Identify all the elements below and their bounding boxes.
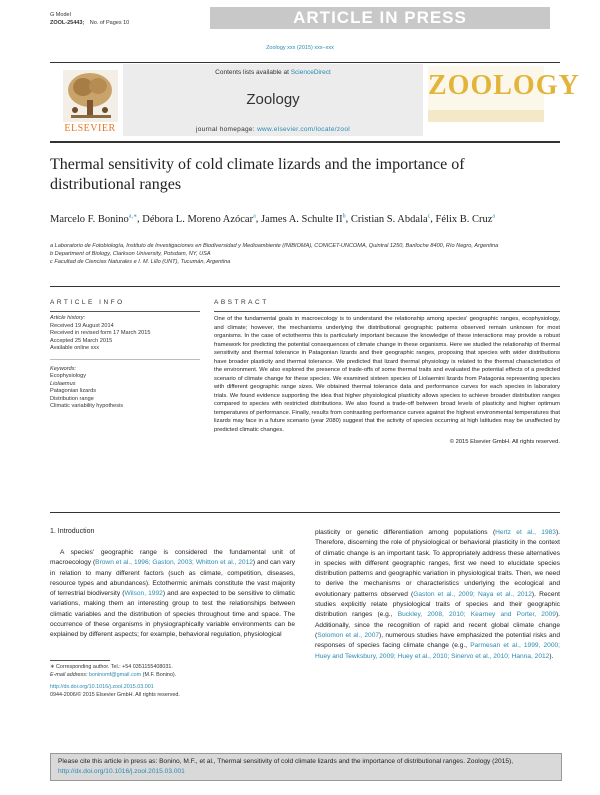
model-label: G Model — [50, 12, 71, 18]
abstract-heading: ABSTRACT — [214, 299, 269, 306]
article-title: Thermal sensitivity of cold climate lizards and the importance of distributional ranges — [50, 156, 465, 193]
citation-link[interactable]: Solomon et al., 2007 — [317, 631, 380, 639]
copyright-line: © 2015 Elsevier GmbH. All rights reserved. — [449, 439, 560, 445]
abstract-text: One of the fundamental goals in macroecology is to understand the relationship among species' geographic ranges, ecophysiology, and climate; however, the mechanisms underlying the distributional geographic patterns observed remain unknown for most organisms. In the case of ectotherms this is particularly important because the knowledge of these interactions may provide a robust framework for predicting the potential consequences of climate change in these organisms. Here we studied the relationship of thermal sensitivity and thermal tolerance in Patagonian lizards and their geographic ranges, proposing that species with wider distributions have broader plasticity and thermal tolerance. We predicted that lizard thermal physiology is related to the thermal characteristics of the environment. We also explored the presence of trade-offs of some thermal traits and evaluated the potential effects of a predicted scenario of climate change for these species. We examined sixteen species of Liolaemini lizards from Patagonia representing species with different geographic range sizes. We obtained thermal tolerance data and performance curves for each species in laboratory trials. We found evidence supporting the idea that higher physiological plasticity allows species to achieve broader distribution ranges compared to species with restricted distributions. We also found a trade-off between broad levels of plasticity and higher optimum temperatures of performance. Finally, results from contrasting performance curves against the highest environmental temperatures that lizards may face in a future scenario (year 2080) suggest that the activity of species occurring at high latitudes may be unaffected by predicted climatic changes. — [214, 316, 560, 433]
author-list: Marcelo F. Bonino$^{a,∗}$, Débora L. Moreno Azócar$^a$, James A. Schulte $II^b$, Cristian S. Abdala$^c$, Félix B. Cruz$^a$ — [50, 213, 496, 225]
article-info-heading: ARTICLE INFO — [50, 299, 125, 306]
email-label: E-mail address: — [50, 671, 88, 678]
email-link[interactable]: boninomf@gmail.com — [88, 671, 142, 678]
keyword: Climatic variability hypothesis — [50, 403, 124, 409]
intro-text: ) and are expected to be sensitive to climatic variations, making them an interesting group to test the relationships between climatic variables and the distribution of species throughout time and space. The occurrence of these organisms in physiographically variable environments can be explained by different aspects; for example, behavioral regulation, physiological — [50, 590, 295, 639]
author: Félix B. Cruz$^a$ — [435, 213, 496, 225]
author: Débora L. Moreno Azócar$^a$ — [142, 213, 256, 225]
abstract-bottom-rule — [50, 512, 560, 513]
intro-left-column — [50, 548, 295, 641]
citation-link[interactable]: Hertz et al., 1983 — [495, 529, 556, 536]
intro-text: ) and can vary in relation to many different factors (such as climate, competition, diseases, resource types and abundances). Ectothermic animals constitute the vast majority of terrestrial biodiversity ( — [50, 559, 295, 598]
keywords-label: Keywords: — [50, 359, 200, 374]
author: Marcelo F. Bonino$^{a,∗}$ — [50, 213, 138, 225]
homepage-link[interactable]: www.elsevier.com/locate/zool — [257, 126, 350, 133]
intro-text: A species' geographic range is considered the fundamental unit of macroecology ( — [50, 549, 295, 567]
citation-doi-link[interactable]: http://dx.doi.org/10.1016/j.zool.2015.03.001 — [58, 767, 185, 775]
intro-text: ). — [549, 652, 554, 660]
keyword: Patagonian lizards — [50, 388, 97, 394]
affil-rule — [50, 286, 560, 287]
doi-link[interactable]: http://dx.doi.org/10.1016/j.zool.2015.03.001 — [50, 684, 154, 690]
affiliation: c Facultad de Ciencias Naturales e I. M. Lillo (UNT), Tucumán, Argentina — [50, 259, 231, 265]
journal-homepage-line — [123, 126, 423, 133]
history-revised: Received in revised form 17 March 2015 — [50, 330, 151, 336]
issn-line: 0944-2006/© 2015 Elsevier GmbH. All rights reserved. — [50, 691, 180, 698]
homepage-prefix: journal homepage: — [196, 126, 255, 133]
history-received: Received 19 August 2014 — [50, 322, 114, 329]
elsevier-wordmark: ELSEVIER — [64, 123, 116, 134]
sciencedirect-link[interactable]: ScienceDirect — [290, 69, 331, 76]
introduction-heading: 1. Introduction — [50, 528, 95, 535]
history-online: Available online xxx — [50, 345, 100, 351]
footnote-rule — [50, 660, 110, 661]
article-code-id: ZOOL-25443; — [50, 20, 85, 26]
citation-link[interactable]: Parmesan et al., 1999, 2000; Huey and Tewksbury, 2009; Huey et al., 2010; Sinervo et al., 2010; Hanna, 2012 — [315, 642, 560, 660]
citation-link[interactable]: Buckley, 2008, 2010; Kearney and Porter, 2009 — [397, 611, 556, 619]
footnotes — [50, 660, 295, 699]
journal-name: Zoology — [246, 91, 300, 108]
contents-prefix: Contents lists available at — [215, 69, 289, 76]
keyword: Ecophysiology — [50, 373, 87, 379]
citation-text — [58, 757, 553, 776]
page-count: No. of Pages 10 — [89, 20, 130, 26]
history-accepted: Accepted 25 March 2015 — [50, 337, 113, 344]
article-in-press-banner: ARTICLE IN PRESS — [210, 7, 550, 29]
keyword: Liolaemus — [50, 380, 76, 387]
email-line — [50, 672, 295, 680]
intro-text: ). Additionally, since the recognition of rapid and recent global climate change ( — [315, 611, 561, 639]
affiliation: b Department of Biology, Clarkson University, Potsdam, NY, USA — [50, 251, 211, 257]
intro-text: plasticity or genetic differentiation among populations ( — [315, 529, 496, 536]
article-code — [50, 20, 129, 26]
intro-text: ). Therefore, discerning the role of physiological or behavioral plasticity in the context of climatic change is an important task. To appropriately address these alternatives in species with different geographic ranges, first we need to elucidate species distribution patterns and geographic variation in physiological traits. Then, we need to derive the mechanisms or characteristics underlying the ecological and evolutionary patterns observed ( — [315, 529, 560, 598]
affiliation: a Laboratorio de Fotobiología, Instituto de Investigaciones en Biodiversidad y Medioambiente (INIBIOMA), CONICET-UNCOMA, Quintral 1250, Bariloche 8400, Río Negro, Argentina — [50, 243, 499, 249]
author: James A. Schulte $II^b$ — [261, 213, 346, 225]
corresponding-author: ∗ Corresponding author. Tel.: +54 0351155408031. — [50, 664, 173, 670]
elsevier-tree-logo — [63, 70, 118, 122]
article-info — [50, 299, 200, 411]
citation-link[interactable]: Gaston et al., 2009; Naya et al., 2012 — [413, 590, 532, 598]
history-label: Article history: — [50, 315, 86, 321]
intro-right-column — [315, 528, 560, 662]
journal-volume-line[interactable]: Zoology xxx (2015) xxx–xxx — [266, 45, 334, 51]
author: Cristian S. Abdala$^c$ — [350, 213, 431, 225]
keyword: Distribution range — [50, 395, 94, 402]
citation-prefix: Please cite this article in press as: Bonino, M.F., et al., Thermal sensitivity of cold climate lizards and the importance of distributional ranges. Zoology (2015), — [58, 758, 514, 765]
intro-text: ), numerous studies have emphasized the potential risks and responses of species facing climate change (e.g., — [315, 631, 560, 650]
header-top-rule — [50, 62, 560, 63]
header-bottom-rule — [50, 141, 560, 143]
affiliations — [50, 242, 520, 266]
contents-line — [123, 69, 423, 76]
intro-text: ). Recent studies explicitly relate physiological traits of species and their geographic distribution ranges (e.g., — [315, 590, 560, 619]
email-suffix: (M.F. Bonino). — [142, 671, 177, 678]
abstract — [214, 299, 560, 445]
cover-wordmark: ZOOLOGY — [428, 70, 580, 101]
citation-link[interactable]: Brown et al., 1996; Gaston, 2003; Whitton et al., 2012 — [95, 559, 253, 567]
citation-link[interactable]: Wilson, 1992 — [124, 590, 163, 598]
